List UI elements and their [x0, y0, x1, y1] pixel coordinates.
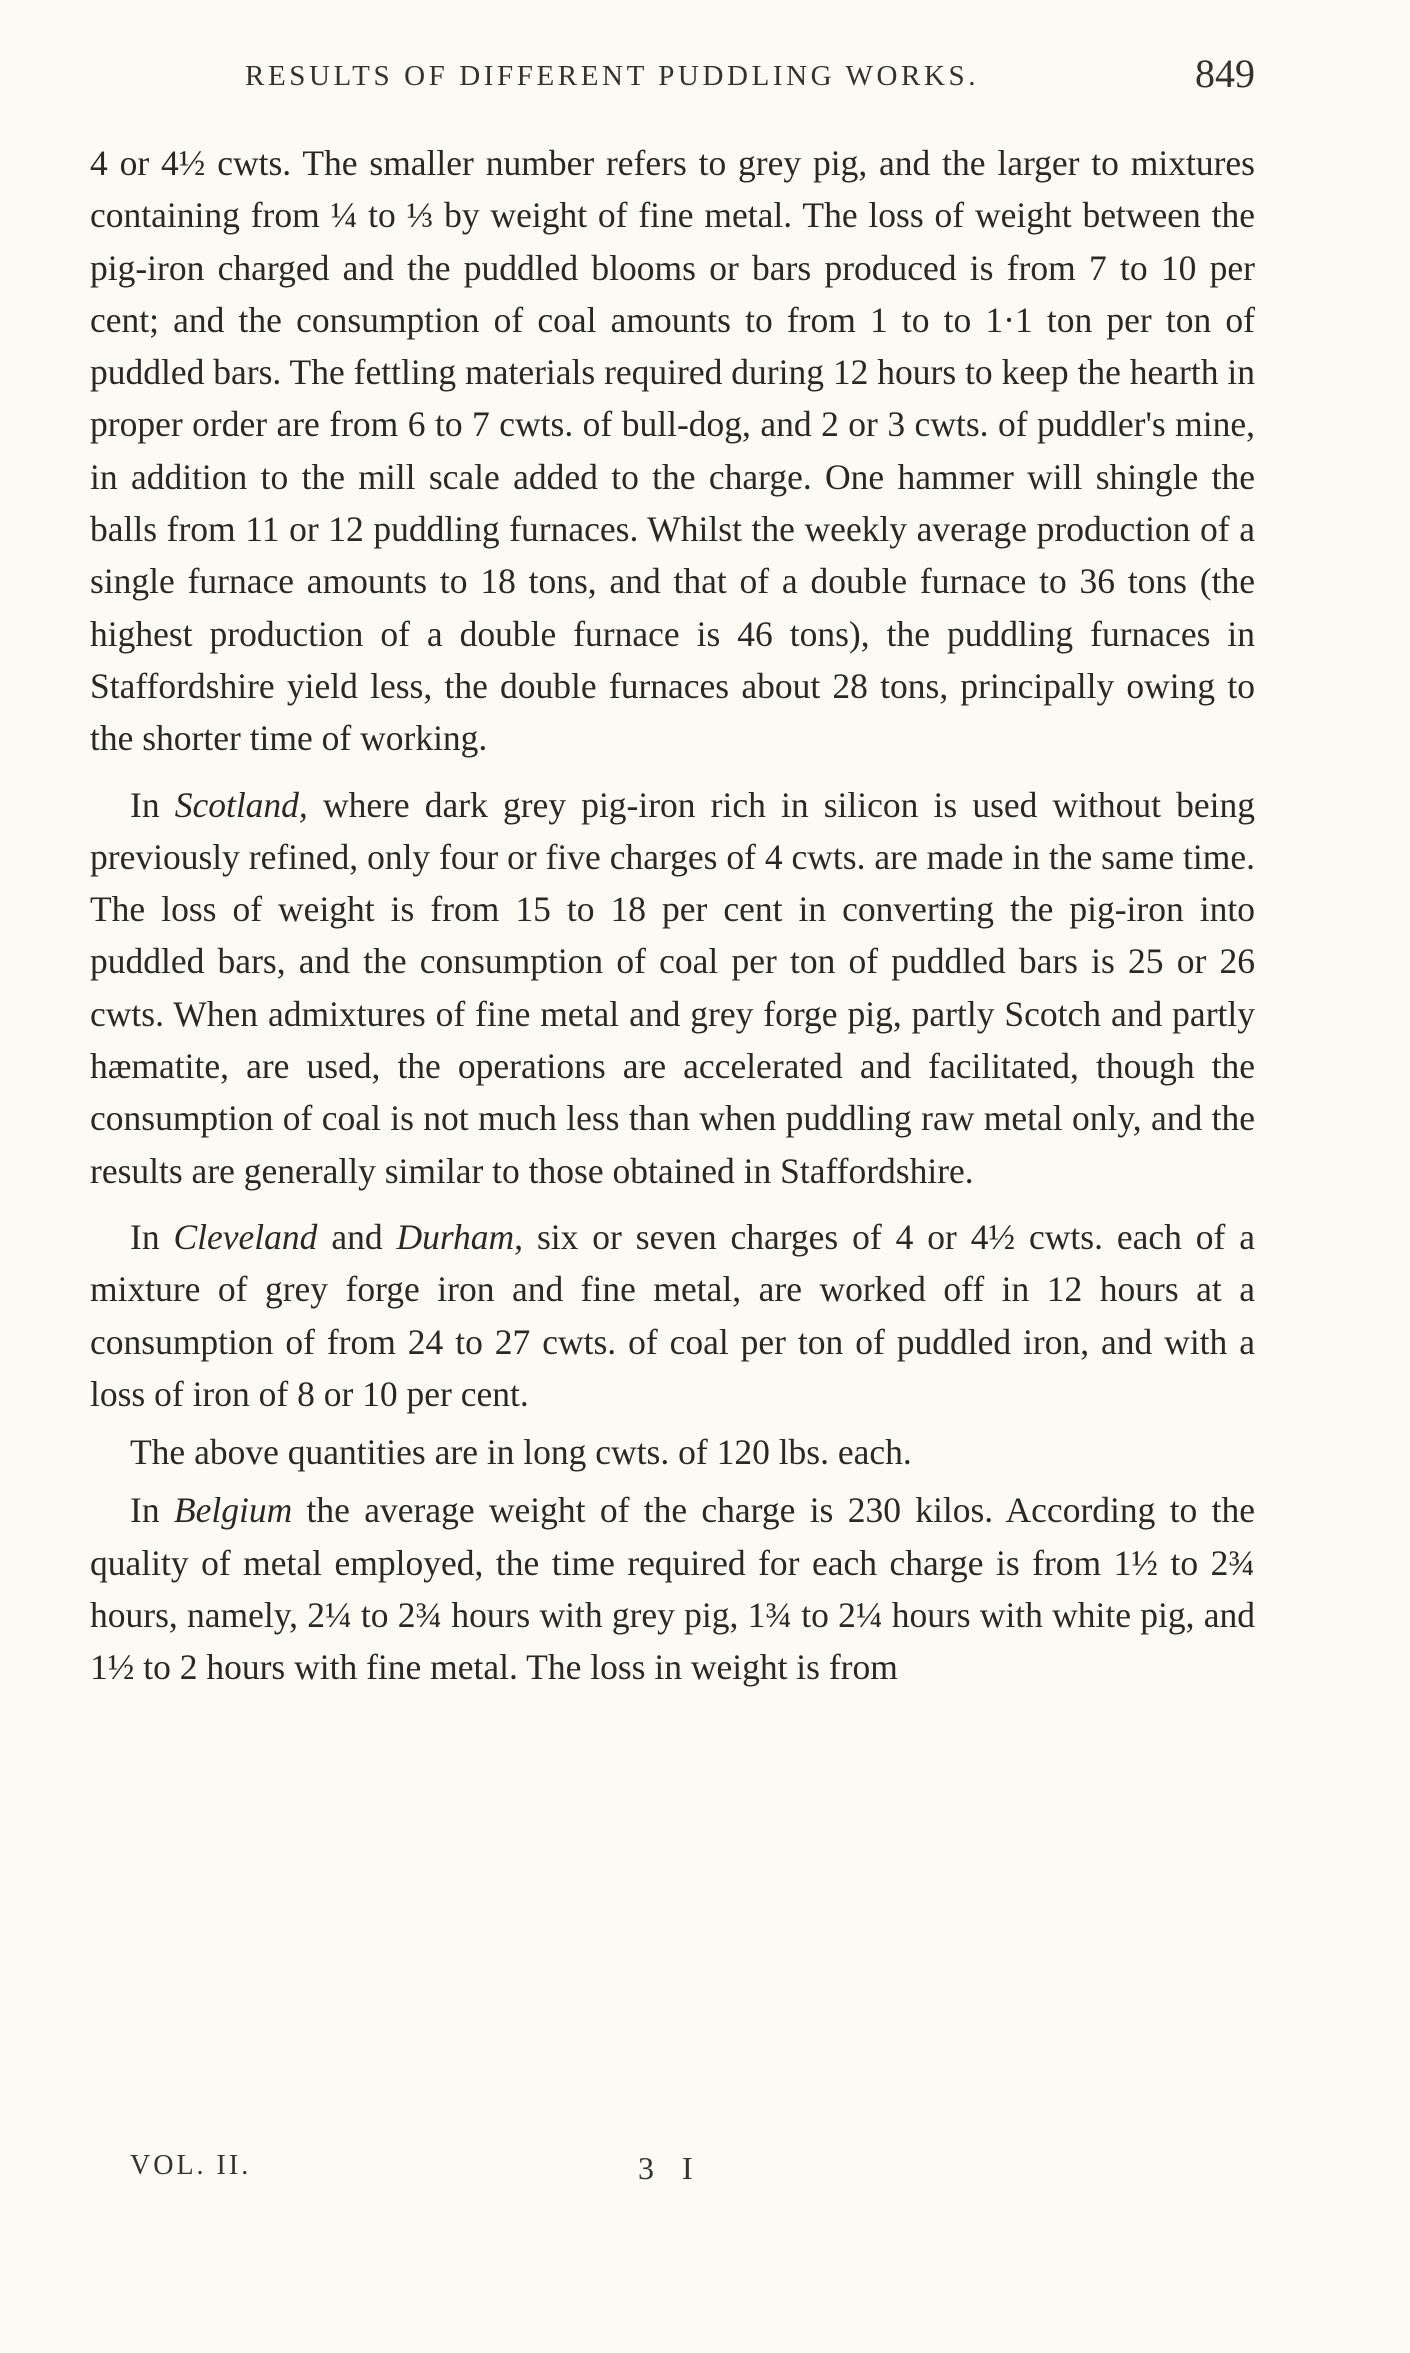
paragraph-cleveland-durham: [90, 1211, 1255, 1420]
signature-mark: 3 I: [638, 2150, 703, 2186]
paragraph-rest: the average weight of the charge is 230 kilos. According to the quality of metal employed, the time required for each charge is from 1½ to 2¾ hours, namely, 2¼ to 2¾ hours with grey pig, 1¾ to 2¼ hours with white pig, and 1½ to 2 hours with fine metal. The loss in weight is from: [90, 1490, 1256, 1688]
running-title: RESULTS OF DIFFERENT PUDDLING WORKS.: [245, 60, 980, 92]
paragraph-belgium: [90, 1484, 1255, 1693]
place-name: Scotland,: [174, 784, 308, 825]
page-footer: [130, 2150, 730, 2200]
page-number: 849: [1195, 51, 1255, 96]
paragraph-lead: In: [130, 784, 175, 825]
paragraph-units-note: The above quantities are in long cwts. of 120 lbs. each.: [130, 1432, 912, 1473]
paragraph-rest: where dark grey pig-iron rich in silicon is used without being previously refined, only four or five charges of 4 cwts. are made in the same time. The loss of weight is from 15 to 18 per cent in converting the pig-iron into puddled bars, and the consumption of coal per ton of puddled bars is 25 or 26 cwts. When admixtures of fine metal and grey forge pig, partly Scotch and partly hæmatite, are used, the operations are accelerated and facilitated, though the consumption of coal is not much less than when puddling raw metal only, and the results are generally similar to those obtained in Staffordshire.: [90, 784, 1255, 1191]
paragraph-rest: six or seven charges of 4 or 4½ cwts. each of a mixture of grey forge iron and fine metal, are worked off in 12 hours at a consumption of from 24 to 27 cwts. of coal per ton of puddled iron, and with a loss of iron of 8 or 10 per cent.: [90, 1216, 1255, 1414]
paragraph-lead: In: [130, 1490, 174, 1531]
body-text: [90, 137, 1255, 1694]
paragraph-lead: In: [130, 1216, 174, 1257]
paragraph-continued: 4 or 4½ cwts. The smaller number refers to grey pig, and the larger to mixtures containing from ¼ to ⅓ by weight of fine metal. The loss of weight between the pig-iron charged and the puddled blooms or bars produced is from 7 to 10 per cent; and the consumption of coal amounts to from 1 to to 1·1 ton per ton of puddled bars. The fettling materials required during 12 hours to keep the hearth in proper order are from 6 to 7 cwts. of bull-dog, and 2 or 3 cwts. of puddler's mine, in addition to the mill scale added to the charge. One hammer will shingle the balls from 11 or 12 puddling furnaces. Whilst the weekly average production of a single furnace amounts to 18 tons, and that of a double furnace to 36 tons (the highest production of a double furnace is 46 tons), the puddling furnaces in Staffordshire yield less, the double furnaces about 28 tons, principally owing to the shorter time of working.: [90, 143, 1255, 759]
place-name: Cleveland: [173, 1216, 318, 1257]
paragraph-scotland: [90, 779, 1255, 1197]
paragraph-connector: and: [317, 1216, 397, 1257]
volume-label: VOL. II.: [130, 2150, 252, 2181]
place-name: Belgium: [173, 1490, 293, 1531]
running-head: [90, 51, 1265, 114]
place-name: Durham,: [396, 1216, 524, 1257]
